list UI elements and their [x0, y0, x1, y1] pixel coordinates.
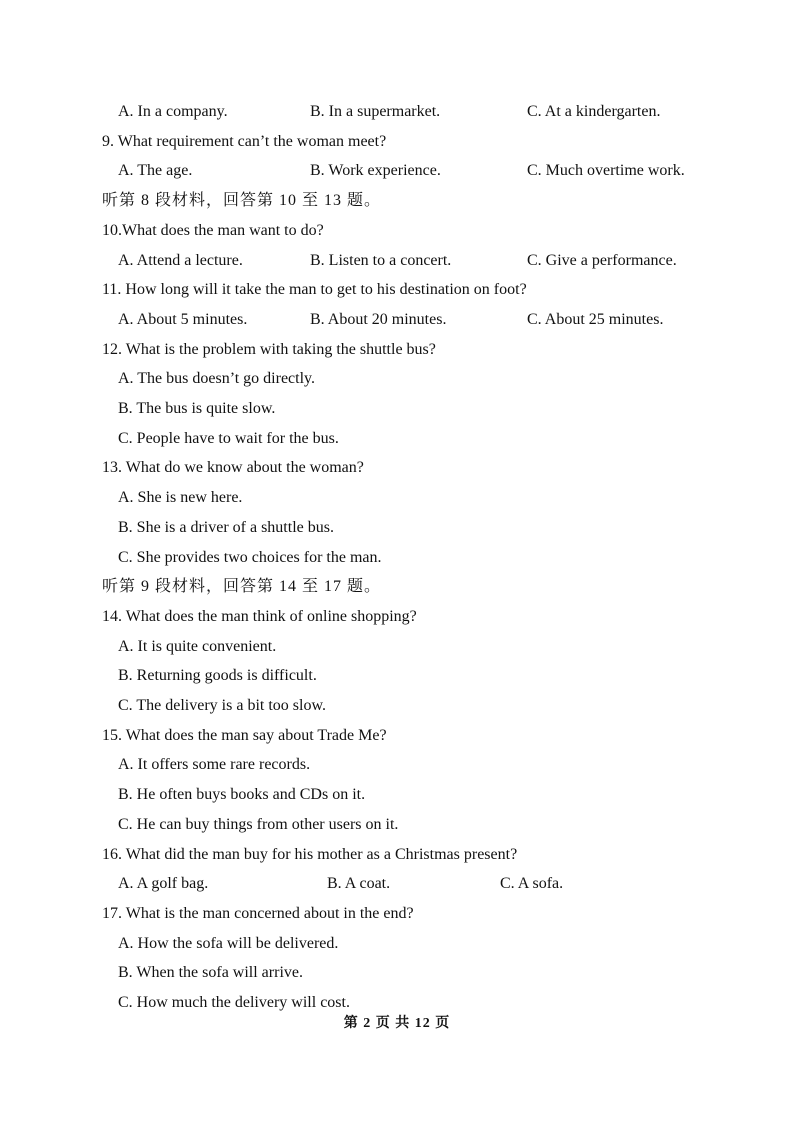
section-text: 听第 8 段材料，回答第 10 至 13 题。 [102, 192, 382, 210]
option-c: C. At a kindergarten. [527, 103, 661, 120]
option-a: A. The age. [118, 162, 193, 180]
question-text: 16. What did the man buy for his mother as a Christmas present? [102, 845, 518, 863]
option-text: A. It offers some rare records. [118, 756, 311, 774]
question-line [0, 216, 794, 246]
options-row [0, 305, 794, 335]
option-text: A. The bus doesn’t go directly. [118, 370, 316, 388]
option-text: B. She is a driver of a shuttle bus. [118, 518, 334, 536]
option-a: A. In a company. [118, 103, 228, 120]
options-row [0, 869, 794, 899]
section-text: 听第 9 段材料，回答第 14 至 17 题。 [102, 578, 382, 596]
question-line [0, 453, 794, 483]
option-c: C. About 25 minutes. [527, 310, 664, 328]
option-text: C. She provides two choices for the man. [118, 548, 382, 566]
option-line [0, 632, 794, 662]
option-b: B. About 20 minutes. [310, 310, 447, 328]
question-text: 14. What does the man think of online shopping? [102, 607, 417, 625]
option-a: A. Attend a lecture. [118, 251, 243, 269]
option-c: C. A sofa. [500, 875, 564, 893]
question-line [0, 335, 794, 365]
question-line [0, 899, 794, 929]
option-line [0, 394, 794, 424]
option-a: A. A golf bag. [118, 875, 209, 893]
option-line [0, 424, 794, 454]
option-line [0, 364, 794, 394]
option-text: B. The bus is quite slow. [118, 400, 276, 417]
option-line [0, 691, 794, 721]
option-line [0, 958, 794, 988]
option-text: B. Returning goods is difficult. [118, 667, 317, 685]
options-row [0, 97, 794, 127]
option-line [0, 513, 794, 543]
question-text: 13. What do we know about the woman? [102, 459, 364, 477]
question-text: 11. How long will it take the man to get to his destination on foot? [102, 281, 527, 299]
option-text: B. When the sofa will arrive. [118, 964, 303, 982]
option-a: A. About 5 minutes. [118, 310, 248, 328]
option-line [0, 929, 794, 959]
option-text: B. He often buys books and CDs on it. [118, 786, 366, 804]
question-line [0, 127, 794, 157]
option-line [0, 483, 794, 513]
option-b: B. Listen to a concert. [310, 251, 452, 269]
option-text: C. He can buy things from other users on it. [118, 815, 399, 833]
question-text: 17. What is the man concerned about in the end? [102, 904, 414, 922]
option-line [0, 750, 794, 780]
option-text: A. She is new here. [118, 489, 243, 507]
section-heading [0, 572, 794, 602]
option-line [0, 661, 794, 691]
options-row [0, 246, 794, 276]
option-b: B. Work experience. [310, 162, 441, 180]
option-text: C. People have to wait for the bus. [118, 429, 339, 447]
option-text: A. It is quite convenient. [118, 637, 277, 655]
section-heading [0, 186, 794, 216]
question-text: 15. What does the man say about Trade Me? [102, 726, 387, 744]
option-text: A. How the sofa will be delivered. [118, 934, 339, 952]
option-c: C. Much overtime work. [527, 162, 685, 180]
page-footer: 第 2 页 共 12 页 [343, 1016, 451, 1031]
option-text: C. The delivery is a bit too slow. [118, 697, 326, 714]
option-c: C. Give a performance. [527, 251, 677, 269]
question-text: 10.What does the man want to do? [102, 221, 324, 239]
option-b: B. A coat. [327, 875, 391, 893]
option-text: C. How much the delivery will cost. [118, 994, 350, 1011]
question-text: 12. What is the problem with taking the shuttle bus? [102, 340, 436, 358]
question-line [0, 721, 794, 751]
question-line [0, 840, 794, 870]
option-line [0, 780, 794, 810]
option-b: B. In a supermarket. [310, 103, 441, 120]
question-line [0, 275, 794, 305]
question-line [0, 602, 794, 632]
option-line [0, 810, 794, 840]
question-text: 9. What requirement can’t the woman meet? [102, 132, 387, 150]
options-row [0, 156, 794, 186]
option-line [0, 543, 794, 573]
